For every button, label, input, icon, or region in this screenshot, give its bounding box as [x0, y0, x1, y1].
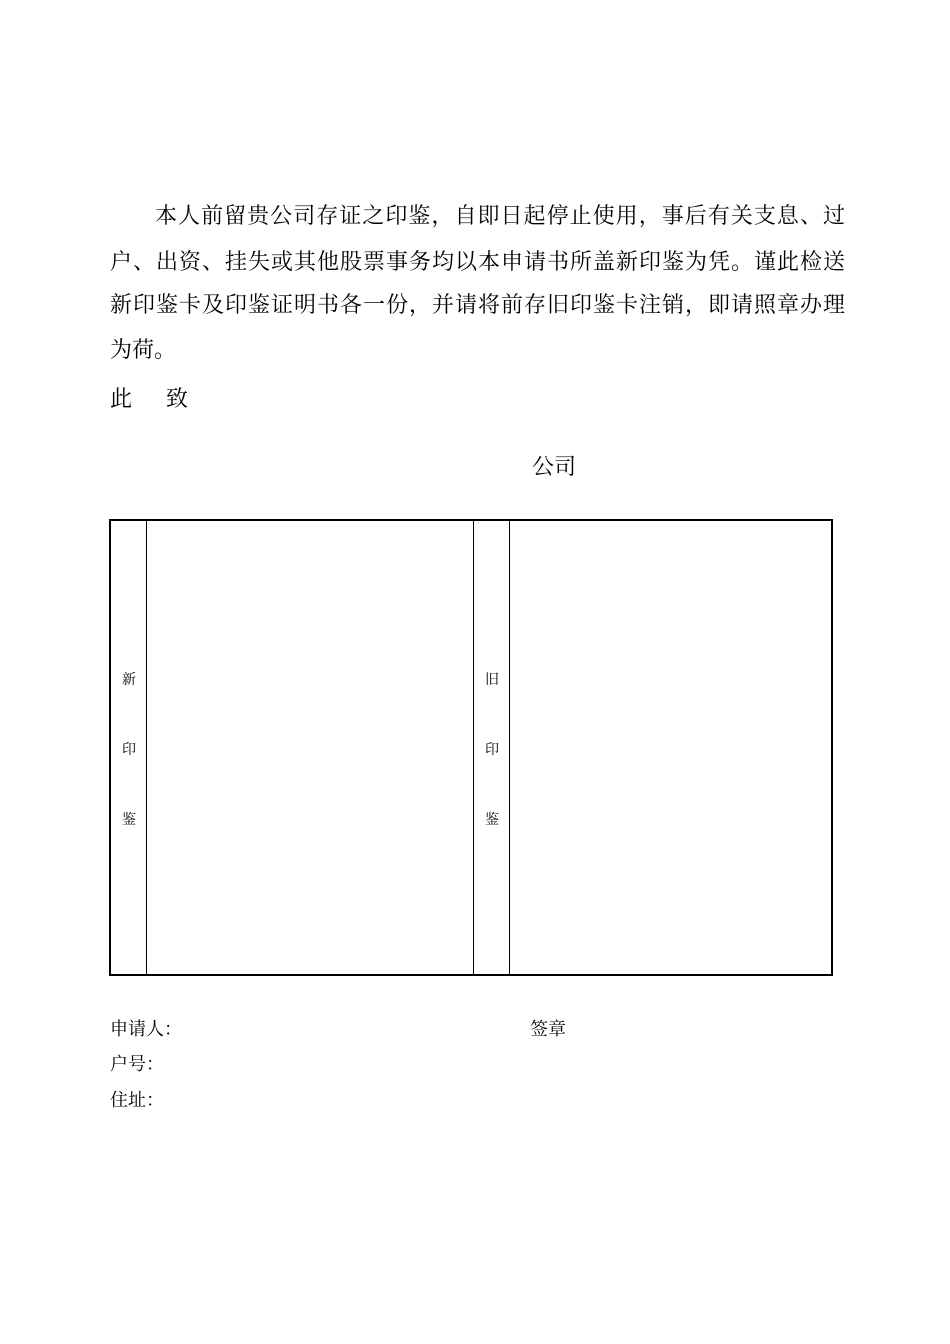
salutation	[110, 385, 188, 415]
new-seal-char: 新	[122, 672, 136, 688]
new-seal-label	[111, 521, 147, 974]
seal-table	[109, 519, 833, 976]
new-seal-char: 鉴	[122, 812, 136, 828]
company-name: 公司	[532, 455, 577, 480]
old-seal-char: 鉴	[485, 812, 499, 828]
salutation-right: 致	[166, 387, 189, 412]
new-seal-area	[147, 521, 473, 974]
letter-line-1: 本人前留贵公司存证之印鉴，自即日起停止使用，事后有关支息、过	[155, 204, 845, 229]
old-seal-label	[474, 521, 510, 974]
old-seal-char: 印	[485, 742, 499, 758]
address-label: 住址：	[110, 1090, 164, 1111]
applicant-label: 申请人：	[110, 1019, 182, 1040]
new-seal-char: 印	[122, 742, 136, 758]
salutation-left: 此	[110, 387, 133, 412]
letter-line-2: 户、出资、挂失或其他股票事务均以本申请书所盖新印鉴为凭。谨此检送	[110, 250, 845, 275]
old-seal-area	[510, 521, 831, 974]
account-label: 户号：	[110, 1054, 164, 1075]
old-seal-char: 旧	[485, 672, 499, 688]
letter-line-4: 为荷。	[110, 338, 177, 363]
letter-line-3: 新印鉴卡及印鉴证明书各一份，并请将前存旧印鉴卡注销，即请照章办理	[110, 293, 845, 318]
signature-label: 签章	[530, 1019, 566, 1040]
